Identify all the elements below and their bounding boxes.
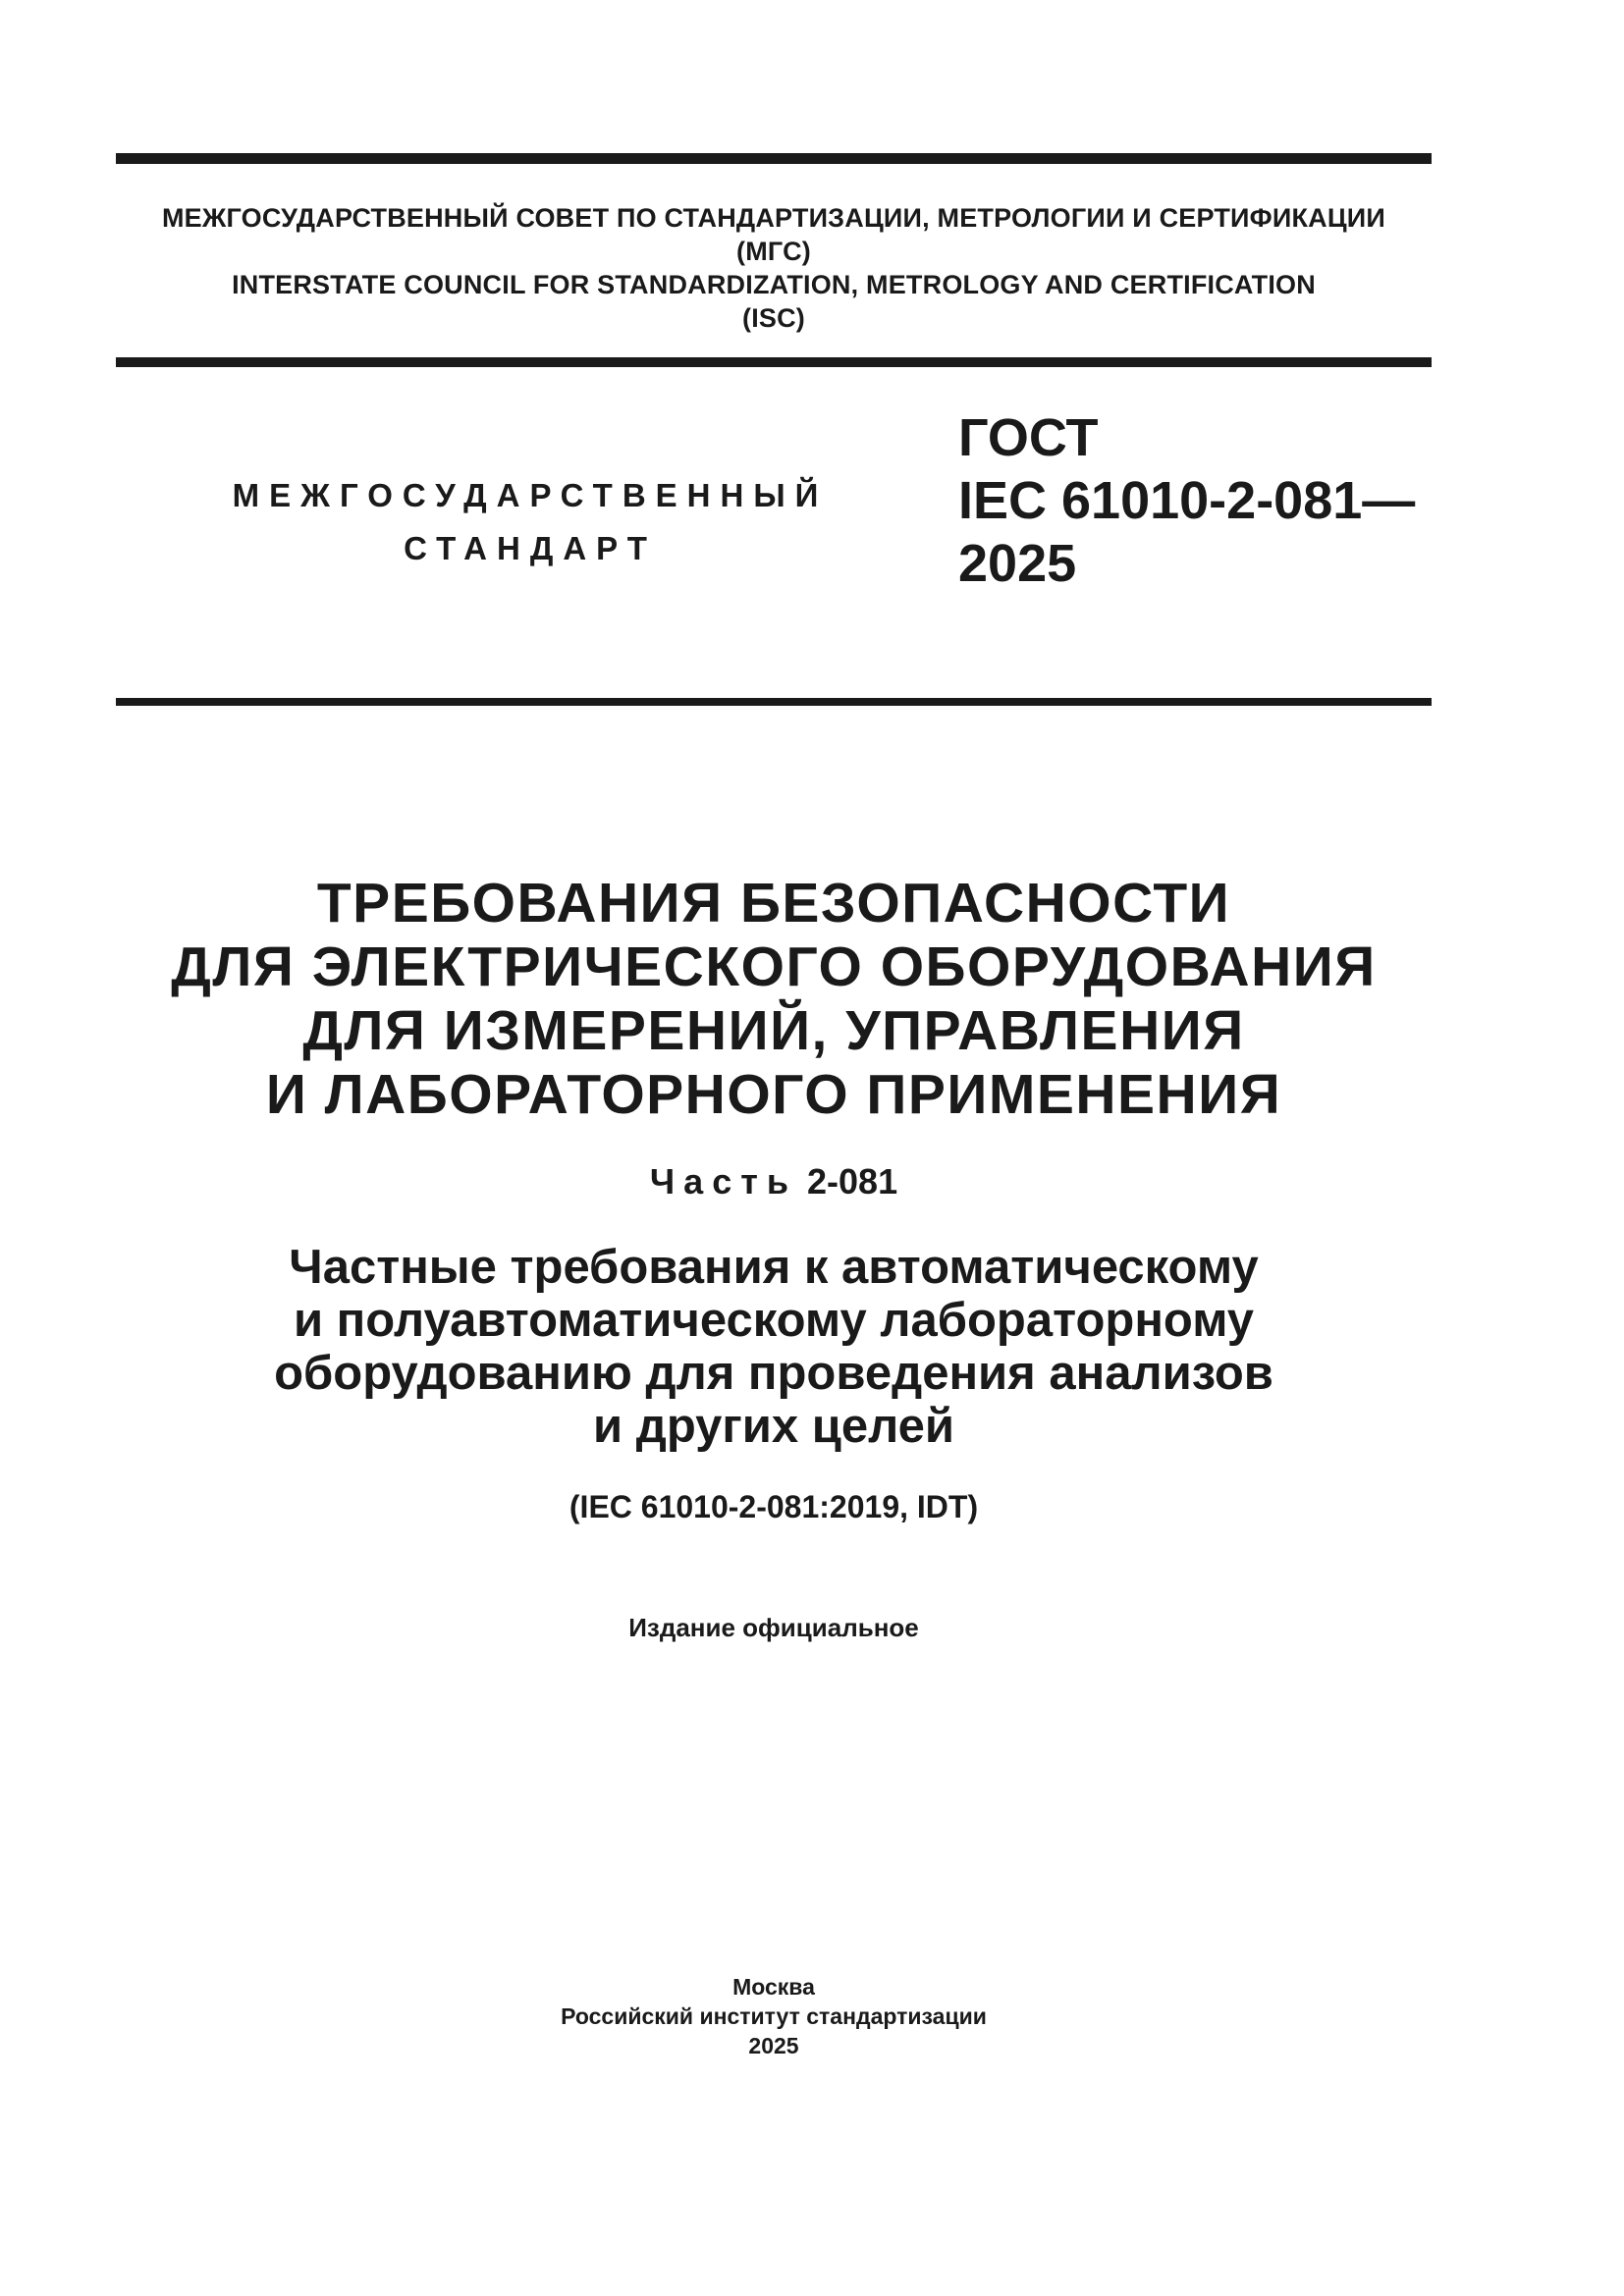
- designation-number: IEC 61010-2-081—: [958, 471, 1416, 530]
- subtitle-line: Частные требования к автоматическому: [289, 1241, 1259, 1294]
- designation-prefix: ГОСТ: [958, 408, 1099, 467]
- standard-kind-line1: МЕЖГОСУДАРСТВЕННЫЙ: [232, 477, 829, 513]
- top-divider: [116, 153, 1432, 164]
- part-word: Часть: [649, 1161, 797, 1201]
- designation-divider: [116, 698, 1432, 706]
- document-subtitle: [116, 1241, 1432, 1453]
- designation-year: 2025: [958, 534, 1077, 593]
- part-heading: [116, 1160, 1432, 1203]
- council-name-ru: МЕЖГОСУДАРСТВЕННЫЙ СОВЕТ ПО СТАНДАРТИЗАЦИИ, МЕТРОЛОГИИ И СЕРТИФИКАЦИИ: [161, 203, 1386, 233]
- title-line: ДЛЯ ЭЛЕКТРИЧЕСКОГО ОБОРУДОВАНИЯ: [171, 935, 1377, 998]
- title-line: ТРЕБОВАНИЯ БЕЗОПАСНОСТИ: [316, 872, 1231, 934]
- imprint-year: 2025: [748, 2033, 799, 2058]
- imprint-publisher: Российский институт стандартизации: [561, 2003, 987, 2029]
- imprint-city: Москва: [732, 1974, 815, 2000]
- source-reference: (IEC 61010-2-081:2019, IDT): [568, 1489, 979, 1524]
- imprint: [116, 1972, 1432, 2060]
- subtitle-line: оборудованию для проведения анализов: [274, 1347, 1273, 1400]
- title-line: ДЛЯ ИЗМЕРЕНИЙ, УПРАВЛЕНИЯ: [302, 999, 1245, 1062]
- subtitle-line: и полуавтоматическому лабораторному: [293, 1294, 1255, 1347]
- council-header: [116, 201, 1432, 335]
- title-line: И ЛАБОРАТОРНОГО ПРИМЕНЕНИЯ: [265, 1063, 1282, 1126]
- edition-note: Издание официальное: [628, 1613, 919, 1642]
- standard-kind: [196, 469, 864, 575]
- council-name-en: INTERSTATE COUNCIL FOR STANDARDIZATION, METROLOGY AND CERTIFICATION: [232, 270, 1316, 299]
- document-title: [116, 872, 1432, 1127]
- council-abbr-ru: (МГС): [736, 237, 811, 266]
- council-abbr-en: (ISC): [742, 303, 805, 333]
- standard-designation: [958, 406, 1415, 595]
- standard-kind-line2: СТАНДАРТ: [404, 530, 657, 566]
- header-divider: [116, 357, 1432, 367]
- part-number: 2-081: [807, 1161, 898, 1201]
- subtitle-line: и других целей: [592, 1400, 954, 1453]
